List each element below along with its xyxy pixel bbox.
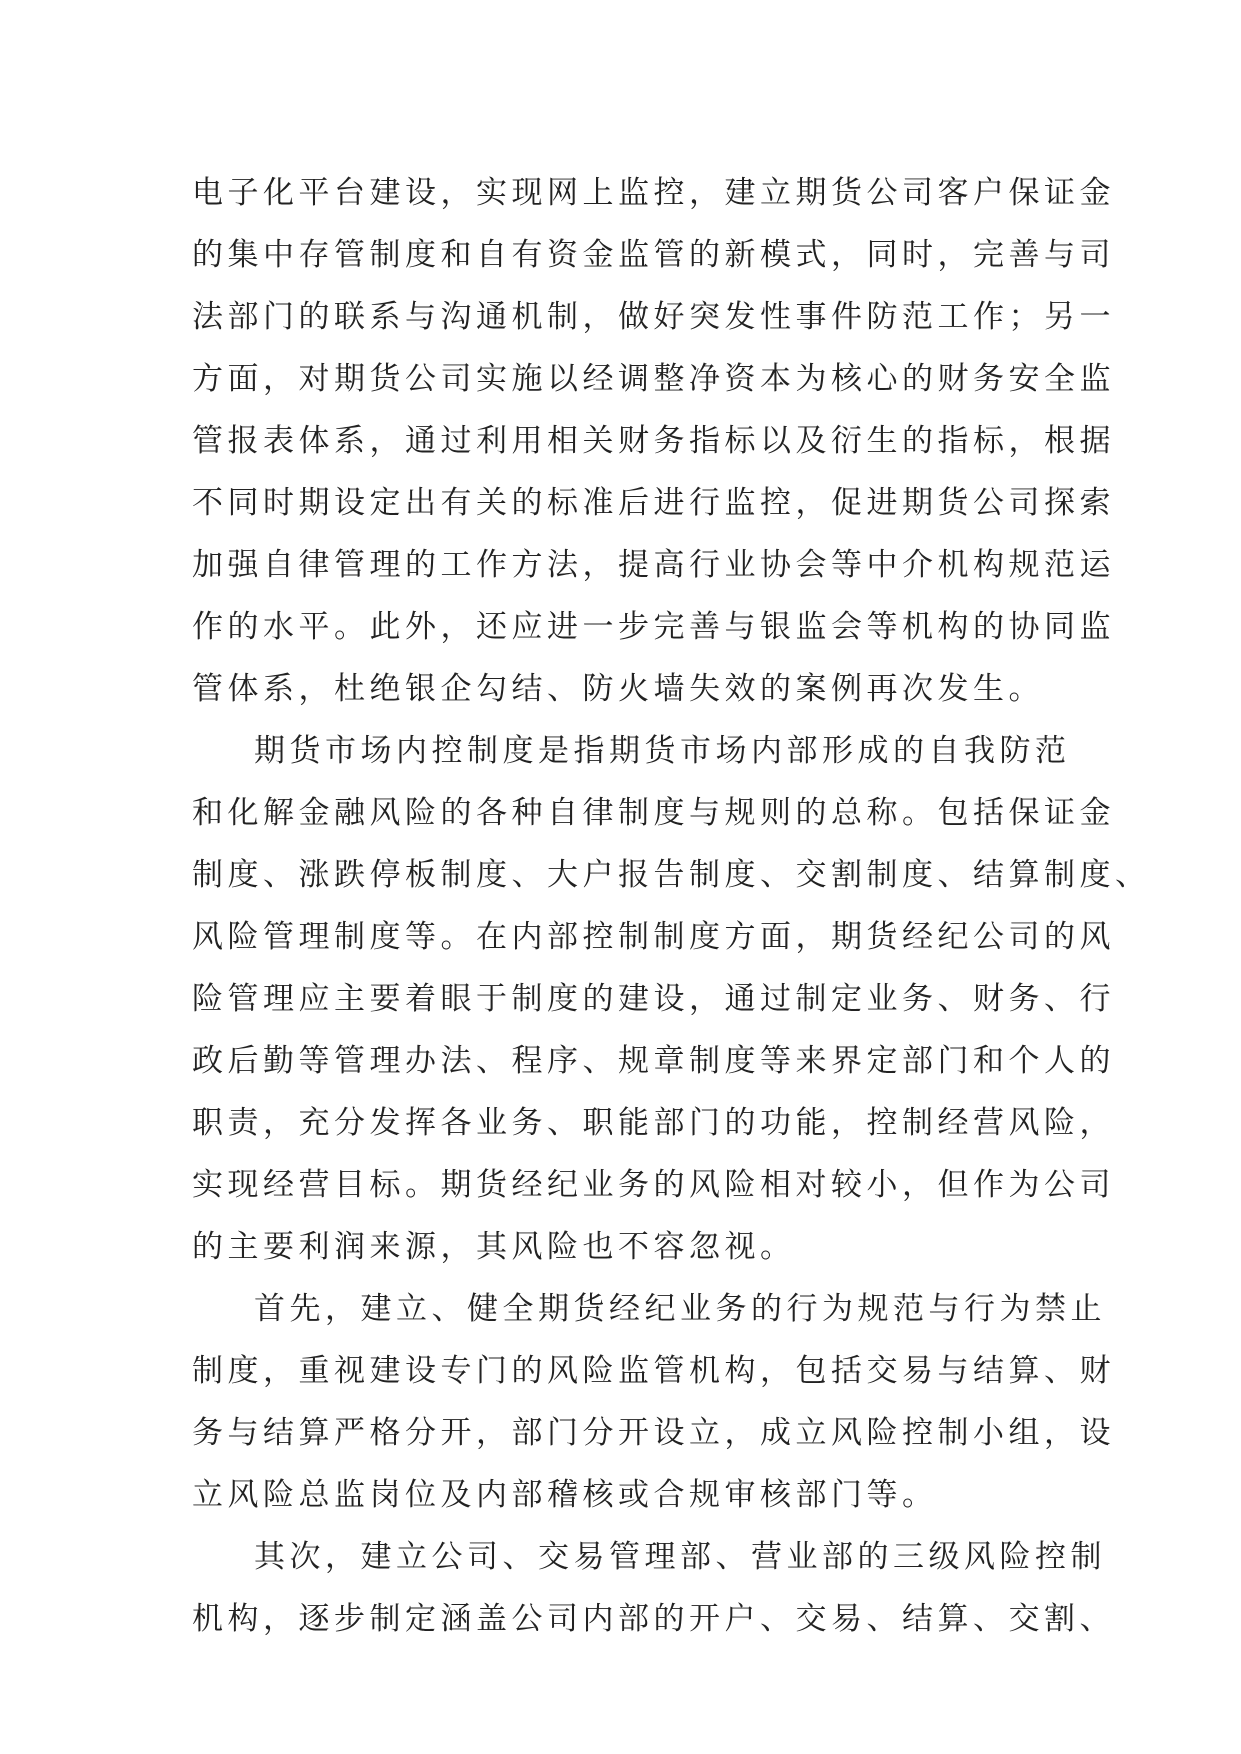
text-line: 务与结算严格分开，部门分开设立，成立风险控制小组，设 bbox=[192, 1415, 1115, 1451]
text-line: 方面，对期货公司实施以经调整净资本为核心的财务安全监 bbox=[192, 361, 1115, 397]
text-line: 立风险总监岗位及内部稽核或合规审核部门等。 bbox=[192, 1477, 938, 1513]
text-line: 机构，逐步制定涵盖公司内部的开户、交易、结算、交割、 bbox=[192, 1601, 1115, 1637]
text-line: 的主要利润来源，其风险也不容忽视。 bbox=[192, 1229, 796, 1265]
text-line: 制度，重视建设专门的风险监管机构，包括交易与结算、财 bbox=[192, 1353, 1115, 1389]
text-line: 职责，充分发挥各业务、职能部门的功能，控制经营风险， bbox=[192, 1105, 1115, 1141]
paragraph-first-line: 其次，建立公司、交易管理部、营业部的三级风险控制 bbox=[254, 1539, 1106, 1575]
text-line: 作的水平。此外，还应进一步完善与银监会等机构的协同监 bbox=[192, 609, 1115, 645]
text-line: 和化解金融风险的各种自律制度与规则的总称。包括保证金 bbox=[192, 795, 1115, 831]
paragraph-first-line: 期货市场内控制度是指期货市场内部形成的自我防范 bbox=[254, 733, 1071, 769]
text-line: 险管理应主要着眼于制度的建设，通过制定业务、财务、行 bbox=[192, 981, 1115, 1017]
text-line: 加强自律管理的工作方法，提高行业协会等中介机构规范运 bbox=[192, 547, 1115, 583]
paragraph-first-line: 首先，建立、健全期货经纪业务的行为规范与行为禁止 bbox=[254, 1291, 1106, 1327]
text-line: 管体系，杜绝银企勾结、防火墙失效的案例再次发生。 bbox=[192, 671, 1044, 707]
text-line: 的集中存管制度和自有资金监管的新模式，同时，完善与司 bbox=[192, 237, 1115, 273]
text-line: 管报表体系，通过利用相关财务指标以及衍生的指标，根据 bbox=[192, 423, 1115, 459]
document-body bbox=[192, 162, 1151, 1650]
text-line: 制度、涨跌停板制度、大户报告制度、交割制度、结算制度、 bbox=[192, 857, 1151, 893]
text-line: 政后勤等管理办法、程序、规章制度等来界定部门和个人的 bbox=[192, 1043, 1115, 1079]
text-line: 电子化平台建设，实现网上监控，建立期货公司客户保证金 bbox=[192, 175, 1115, 211]
text-line: 风险管理制度等。在内部控制制度方面，期货经纪公司的风 bbox=[192, 919, 1115, 955]
text-line: 法部门的联系与沟通机制，做好突发性事件防范工作；另一 bbox=[192, 299, 1115, 335]
text-line: 实现经营目标。期货经纪业务的风险相对较小，但作为公司 bbox=[192, 1167, 1115, 1203]
text-line: 不同时期设定出有关的标准后进行监控，促进期货公司探索 bbox=[192, 485, 1115, 521]
